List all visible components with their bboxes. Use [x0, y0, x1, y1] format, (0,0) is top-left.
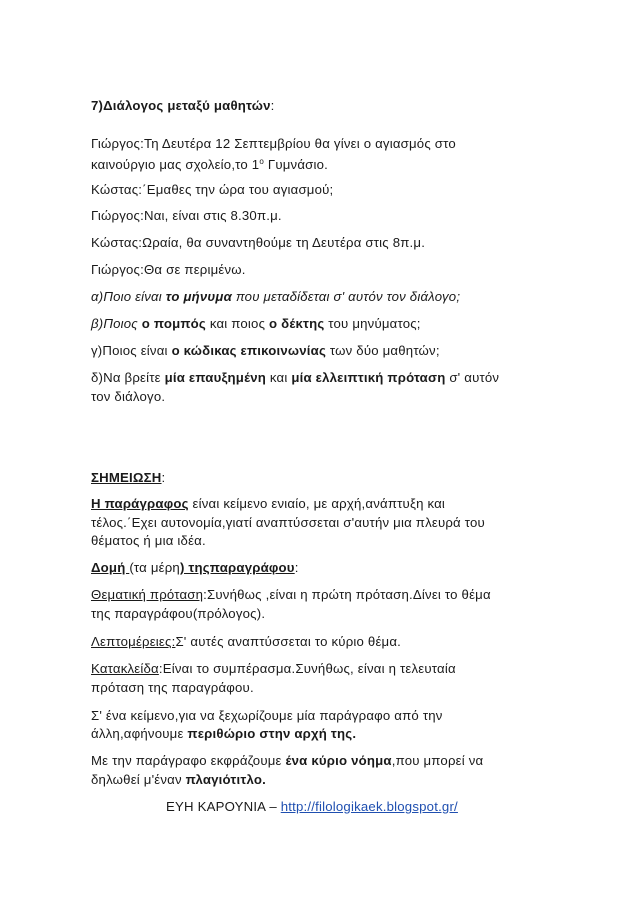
blog-link[interactable]: http://filologikaek.blogspot.gr/	[280, 799, 458, 814]
conclusion-cont: πρόταση της παραγράφου.	[91, 680, 254, 695]
section-heading: 7)Διάλογος μεταξύ μαθητών:	[91, 98, 275, 113]
structure-heading: Δομή (τα μέρη) τηςπαραγράφου:	[91, 560, 299, 575]
separation: Σ' ένα κείμενο,για να ξεχωρίζουμε μία παράγραφο από την	[91, 708, 443, 723]
main-idea: Με την παράγραφο εκφράζουμε ένα κύριο νόημα,που μπορεί να	[91, 753, 484, 768]
dialogue-line-3: Γιώργος:Ναι, είναι στις 8.30π.μ.	[91, 208, 282, 223]
topic-sentence: Θεματική πρόταση:Συνήθως ,είναι η πρώτη πρόταση.Δίνει το θέμα	[91, 587, 491, 602]
main-idea-cont: δηλωθεί μ'έναν πλαγιότιτλο.	[91, 772, 266, 787]
section-title: 7)Διάλογος μεταξύ μαθητών	[91, 98, 271, 113]
conclusion: Κατακλείδα:Είναι το συμπέρασμα.Συνήθως, είναι η τελευταία	[91, 661, 456, 676]
note-title: ΣΗΜΕΙΩΣΗ	[91, 470, 162, 485]
topic-sentence-cont: της παραγράφου(πρόλογος).	[91, 606, 266, 621]
footer	[166, 797, 626, 817]
footer-author: ΕΥΗ ΚΑΡΟΥΝΙΑ –	[166, 799, 281, 814]
paragraph-definition-cont: τέλος.΄Εχει αυτονομία,γιατί αναπτύσσεται σ'αυτήν μια πλευρά του	[91, 515, 485, 530]
dialogue-line-4: Κώστας:Ωραία, θα συναντηθούμε τη Δευτέρα στις 8π.μ.	[91, 235, 426, 250]
dialogue-line-5: Γιώργος:Θα σε περιμένω.	[91, 262, 246, 277]
question-b: β)Ποιος ο πομπός και ποιος ο δέκτης του μηνύματος;	[91, 316, 421, 331]
dialogue-line-2: Κώστας:΄Εμαθες την ώρα του αγιασμού;	[91, 182, 334, 197]
question-d: δ)Να βρείτε μία επαυξημένη και μία ελλειπτική πρόταση σ' αυτόν	[91, 370, 500, 385]
question-d-cont: τον διάλογο.	[91, 389, 166, 404]
paragraph-definition: Η παράγραφος είναι κείμενο ενιαίο, με αρχή,ανάπτυξη και	[91, 496, 446, 511]
dialogue-line-1-cont: καινούργιο μας σχολείο,το $1^o$ Γυμνάσιο.	[91, 157, 329, 172]
question-a: α)Ποιο είναι το μήνυμα που μεταδίδεται σ' αυτόν τον διάλογο;	[91, 289, 461, 304]
separation-cont: άλλη,αφήνουμε περιθώριο στην αρχή της.	[91, 726, 357, 741]
dialogue-line-1: Γιώργος:Τη Δευτέρα 12 Σεπτεμβρίου θα γίνει ο αγιασμός στο	[91, 136, 456, 151]
note-heading: ΣΗΜΕΙΩΣΗ:	[91, 470, 166, 485]
question-c: γ)Ποιος είναι ο κώδικας επικοινωνίας των δύο μαθητών;	[91, 343, 440, 358]
paragraph-definition-cont2: θέματος ή μια ιδέα.	[91, 533, 206, 548]
details: Λεπτομέρειες:Σ' αυτές αναπτύσσεται το κύριο θέμα.	[91, 634, 402, 649]
